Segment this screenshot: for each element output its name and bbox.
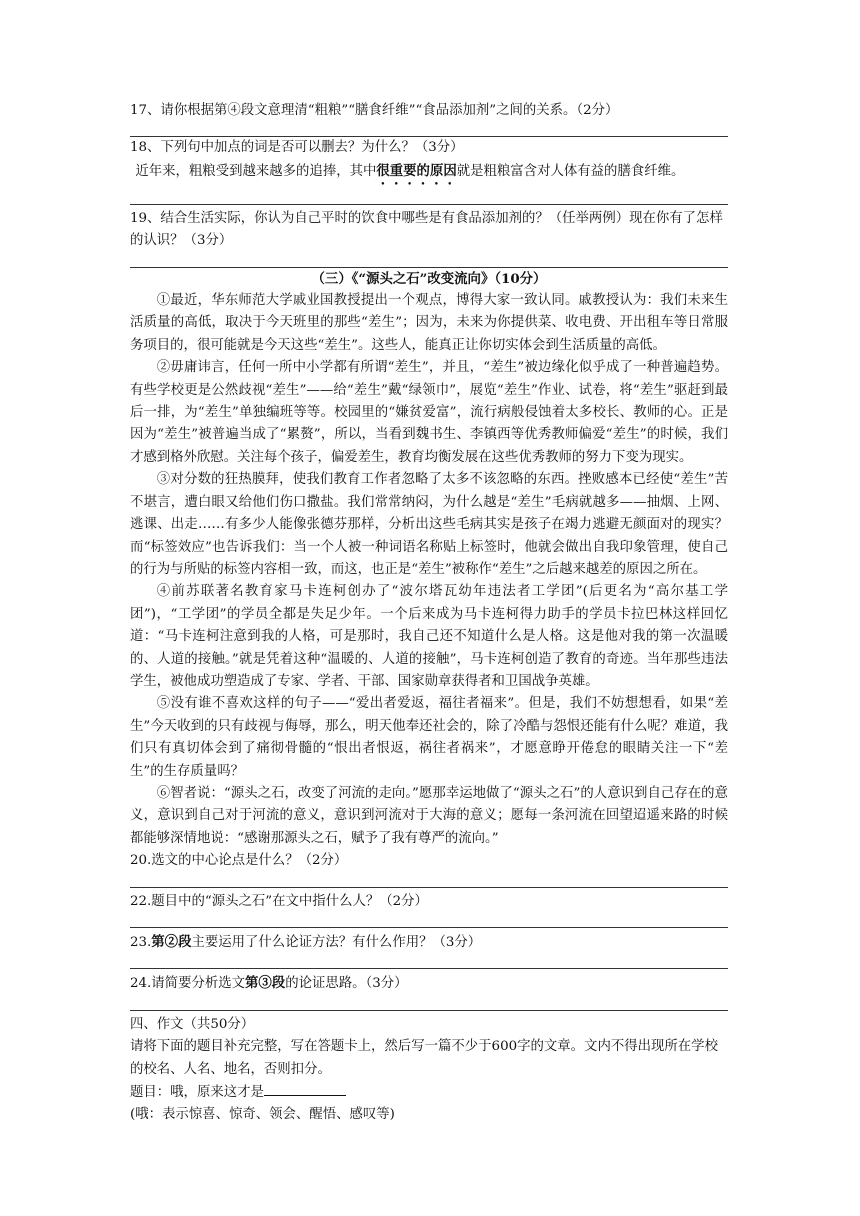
answer-line [130,887,728,888]
exam-page [130,100,728,1127]
paragraph-ref: 第②段 [151,934,192,950]
passage-paragraph-5: ⑤没有谁不喜欢这样的句子——“爱出者爱返，福往者福来”。但是，我们不妨想想看，如果“差生”今天收到的只有歧视与侮辱，那么，明天他奉还社会的，除了冷酷与怨恨还能有什么呢？难道，我们只有真切体会到了痛彻骨髓的“恨出者恨返，祸往者祸来”，才愿意睁开倦怠的眼睛关注一下“差生”的生存质量吗？ [130,696,728,779]
question-20: 20.选文的中心论点是什么？（2分） [130,853,348,869]
answer-line [130,1010,728,1011]
composition-note: (哦：表示惊喜、惊奇、领会、醒悟、感叹等) [130,1107,395,1123]
question-text: 主要运用了什么论证方法？有什么作用？（3分） [191,935,482,950]
question-19: 19、结合生活实际，你认为自己平时的饮食中哪些是有食品添加剂的？（任举两例）现在你有了怎样的认识？（3分） [130,210,723,249]
sentence-text: 近年来，粗粮受到越来越多的追捧，其中 [135,163,377,179]
composition-instruction: 请将下面的题目补充完整，写在答题卡上，然后写一篇不少于600字的文章。文内不得出现所在学校的校名、人名、地名，否则扣分。 [130,1039,718,1077]
question-22: 22.题目中的“源头之石”在文中指什么人？（2分） [130,893,428,909]
answer-line [130,968,728,969]
answer-line [130,204,728,205]
sentence-text: 就是粗粮富含对人体有益的膳食纤维。 [456,163,685,179]
question-18-sentence [130,160,728,188]
passage-paragraph-3: ③对分数的狂热膜拜，使我们教育工作者忽略了太多不该忽略的东西。挫败感本已经使“差生”苦不堪言，遭白眼又给他们伤口撒盐。我们常常纳闷，为什么越是“差生”毛病就越多——抽烟、上网、逃课、出走……有多少人能像张德芬那样，分析出这些毛病其实是孩子在竭力逃避无颜面对的现实？而“标签效应”也告诉我们：当一个人被一种词语名称贴上标签时，他就会做出自我印象管理，使自己的行为与所贴的标签内容相一致，而这，也正是“差生”被称作“差生”之后越来越差的原因之所在。 [130,472,728,577]
passage-paragraph-2: ②毋庸讳言，任何一所中小学都有所谓“差生”，并且，“差生”被边缘化似乎成了一种普遍趋势。有些学校更是公然歧视“差生”——给“差生”戴“绿领巾”，展览“差生”作业、试卷，将“差生”驱赶到最后一排，为“差生”单独编班等等。校园里的“嫌贫爱富”，流行病般侵蚀着太多校长、教师的心。正是因为“差生”被普遍当成了“累赘”，所以，当看到魏书生、李镇西等优秀教师偏爱“差生”的时候，我们才感到格外欣慰。关注每个孩子，偏爱差生，教育均衡发展在这些优秀教师的努力下变为现实。 [130,360,728,465]
question-17: 17、请你根据第④段文意理清“粗粮”“膳食纤维”“食品添加剂”之间的关系。（2分） [130,103,619,118]
topic-blank [264,1081,346,1096]
answer-line [130,927,728,928]
composition-topic [130,1081,728,1104]
dotted-phrase: 很重要的原因 [376,162,457,179]
question-24 [130,972,728,995]
passage-paragraph-4: ④前苏联著名教育家马卡连柯创办了“波尔塔瓦幼年违法者工学团”(后更名为“高尔基工学团”)，“工学团”的学员全都是失足少年。一个后来成为马卡连柯得力助手的学员卡拉巴林这样回忆道：“马卡连柯注意到我的人格，可是那时，我自己还不知道什么是人格。这是他对我的第一次温暖的、人道的接触。”就是凭着这种“温暖的、人道的接触”，马卡连柯创造了教育的奇迹。当年那些违法学生，被他成功塑造成了专家、学者、干部、国家勋章获得者和卫国战争英雄。 [130,584,728,689]
reading-passage [130,290,728,850]
question-text: 的论证思路。（3分） [285,976,408,992]
section-4-heading: 四、作文（共50分） [130,1016,255,1032]
question-18: 18、下列句中加点的词是否可以删去？为什么？（3分） [130,140,464,156]
passage-paragraph-1: ①最近，华东师范大学戚业国教授提出一个观点，博得大家一致认同。戚教授认为：我们未来生活质量的高低，取决于今天班里的那些“差生”；因为，未来为你提供菜、收电费、开出租车等日常服务项目的，很可能就是今天这些“差生”。这些人，能真正让你切实体会到生活质量的高低。 [130,293,728,353]
question-23 [130,931,728,954]
paragraph-ref: 第③段 [245,975,286,992]
section-3-title: （三）《“源头之石”改变流向》（10分） [311,270,547,287]
passage-paragraph-6: ⑥智者说：“源头之石，改变了河流的走向。”愿那幸运地做了“源头之石”的人意识到自己存在的意义，意识到自己对于河流的意义，意识到河流对于大海的意义；愿每一条河流在回望迢遥来路的时候都能够深情地说：“感谢那源头之石，赋予了我有尊严的流向。” [130,785,728,846]
question-number: 23. [130,935,152,950]
question-text: 24.请简要分析选文 [130,976,246,992]
topic-text: 题目：哦，原来这才是 [130,1085,264,1101]
